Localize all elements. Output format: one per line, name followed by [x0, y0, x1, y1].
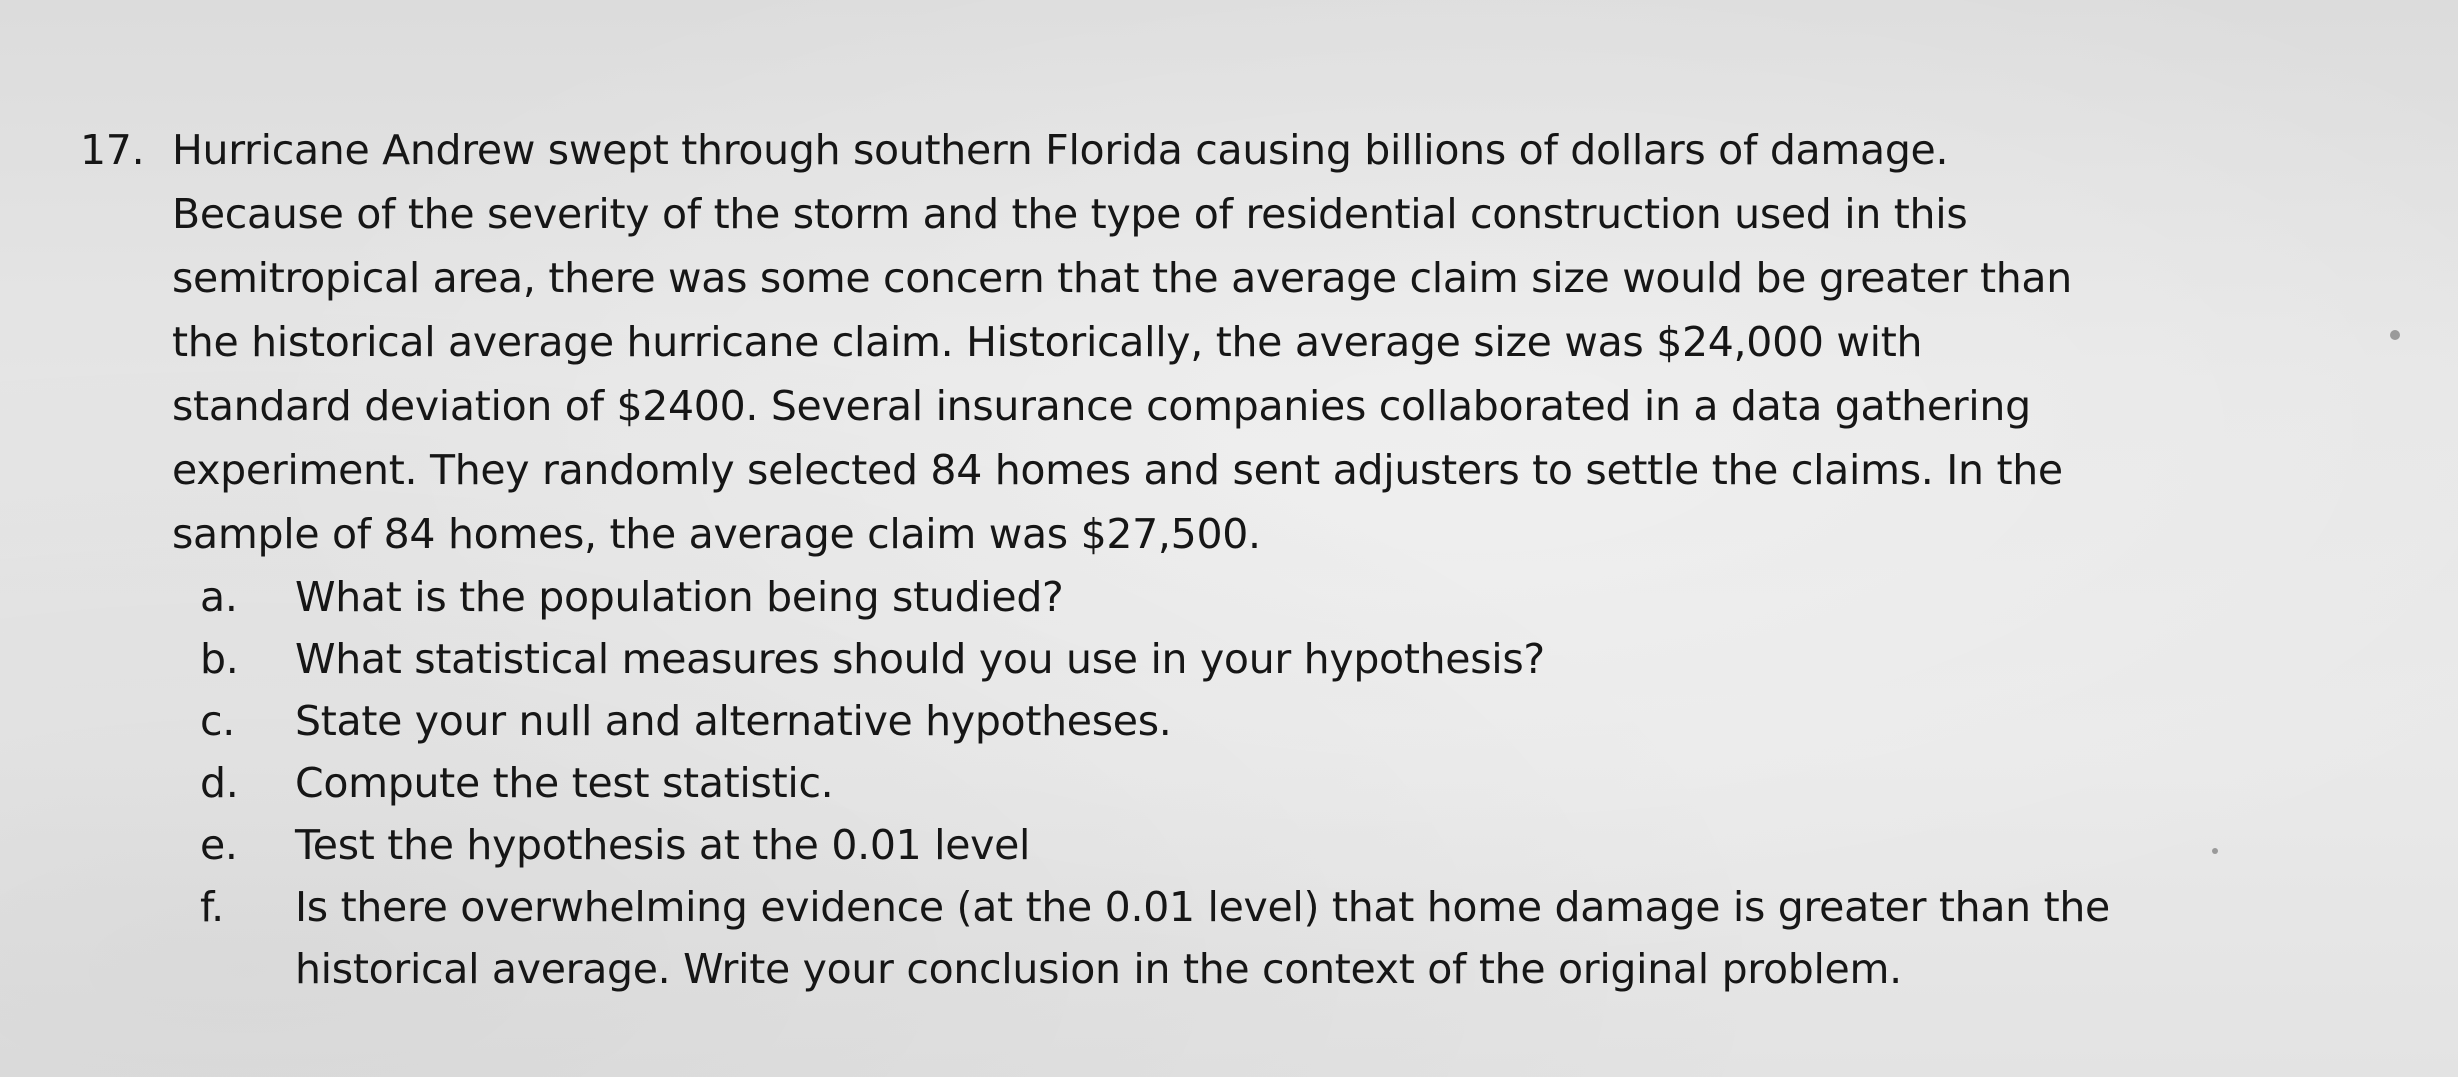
sub-question-letter: d. [200, 759, 239, 807]
question-17 [80, 118, 2380, 1000]
sub-question-c [80, 690, 2380, 752]
sub-question-text: What statistical measures should you use in your hypothesis? [295, 635, 1545, 683]
question-line [80, 118, 2380, 182]
sub-question-a [80, 566, 2380, 628]
sub-question-letter: b. [200, 635, 239, 683]
question-number: 17. [80, 126, 145, 174]
sub-question-text: Is there overwhelming evidence (at the 0.01 level) that home damage is greater than the [295, 883, 2110, 931]
sub-question-letter: f. [200, 883, 224, 931]
question-text-line-6: experiment. They randomly selected 84 homes and sent adjusters to settle the claims. In the [172, 446, 2063, 494]
question-text-line-7: sample of 84 homes, the average claim was $27,500. [172, 510, 1261, 558]
question-text-line-4: the historical average hurricane claim. Historically, the average size was $24,000 with [172, 318, 1923, 366]
sub-question-text: State your null and alternative hypotheses. [295, 697, 1172, 745]
sub-question-f-continuation: historical average. Write your conclusion in the context of the original problem. [295, 945, 1902, 993]
sub-question-text: Test the hypothesis at the 0.01 level [295, 821, 1031, 869]
sub-question-e [80, 814, 2380, 876]
question-text-line-1: Hurricane Andrew swept through southern Florida causing billions of dollars of damage. [172, 126, 1949, 174]
sub-question-letter: a. [200, 573, 238, 621]
sub-question-letter: e. [200, 821, 238, 869]
paper-speck [2212, 848, 2218, 854]
question-text-line-3: semitropical area, there was some concern that the average claim size would be greater than [172, 254, 2072, 302]
sub-question-letter: c. [200, 697, 235, 745]
sub-question-b [80, 628, 2380, 690]
paper-speck [2390, 330, 2400, 340]
sub-question-text: What is the population being studied? [295, 573, 1064, 621]
sub-question-d [80, 752, 2380, 814]
question-text-line-2: Because of the severity of the storm and the type of residential construction used in this [172, 190, 1968, 238]
sub-question-list [80, 566, 2380, 1000]
sub-question-text: Compute the test statistic. [295, 759, 834, 807]
question-text-line-5: standard deviation of $2400. Several insurance companies collaborated in a data gathering [172, 382, 2031, 430]
sub-question-f [80, 876, 2380, 938]
